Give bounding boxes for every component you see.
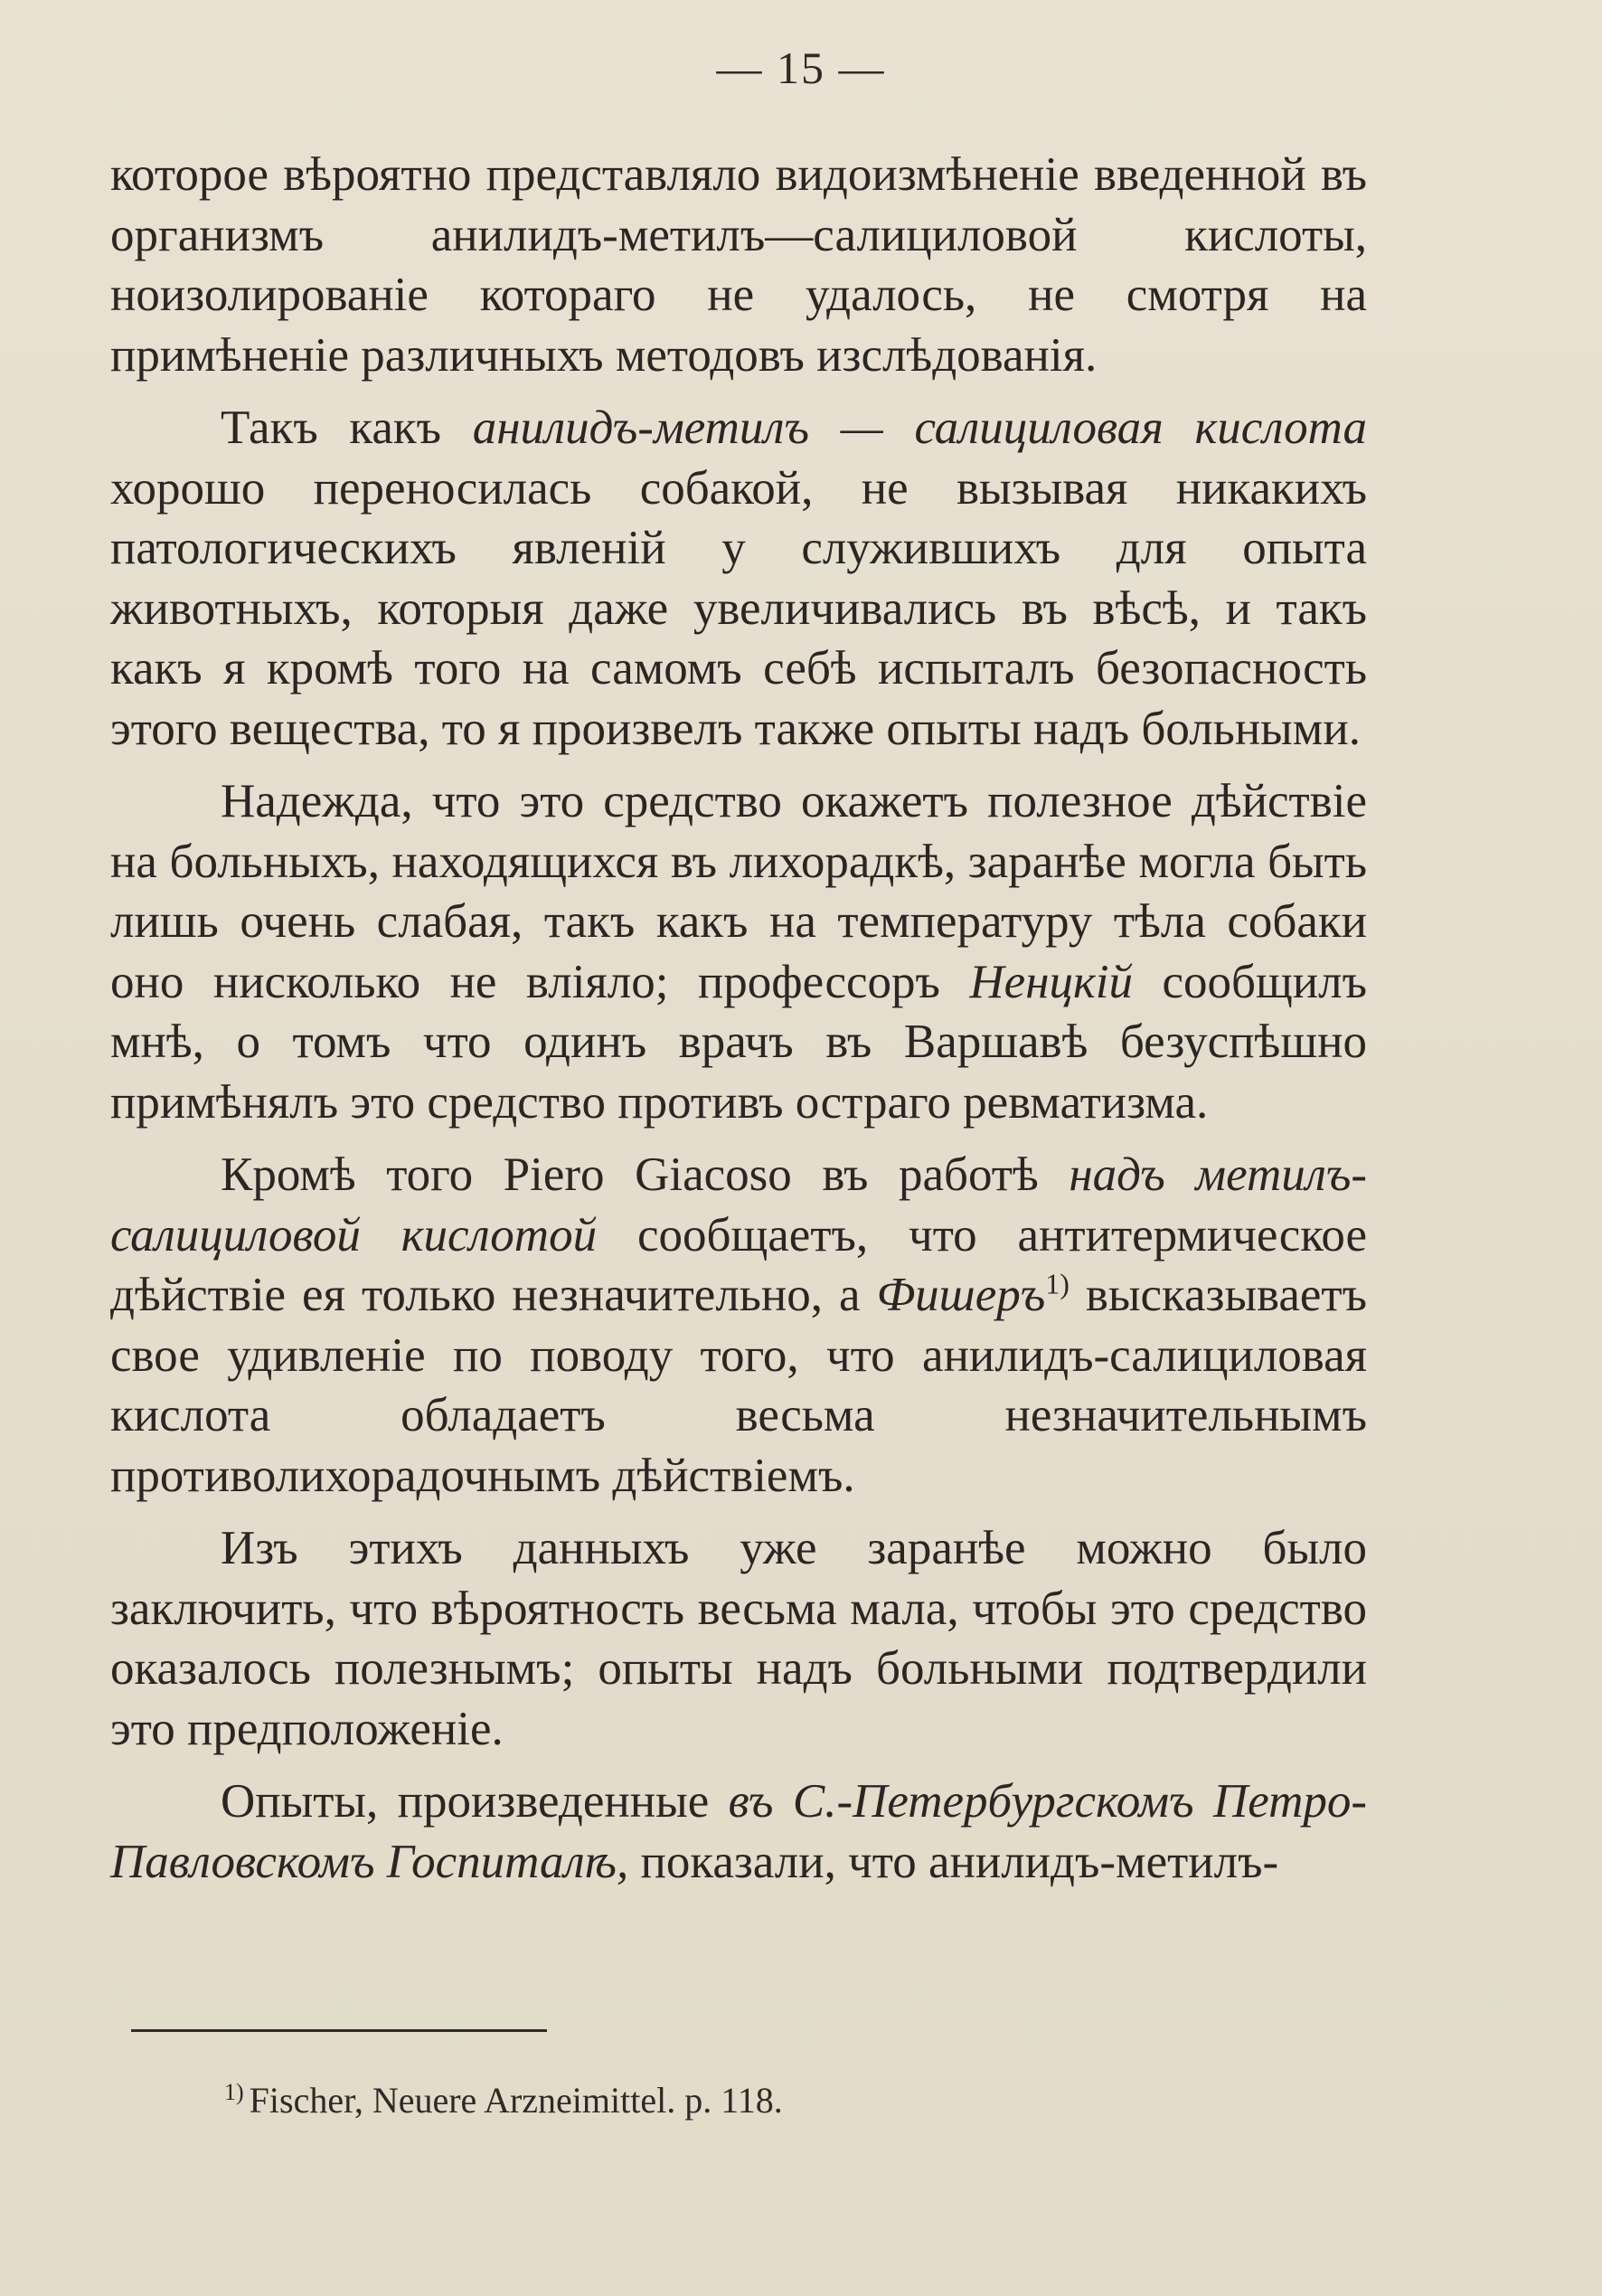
paragraph [110, 771, 1367, 1132]
text-segment: Кромѣ того Piero Giacoso въ работѣ [221, 1148, 1070, 1201]
italic-place: въ С.-Петербургскомъ Петро-Павловскомъ Госпиталѣ, [110, 1775, 1367, 1888]
footnote-reference[interactable]: 1) [1045, 1267, 1070, 1300]
text-segment: высказываетъ свое удивленіе по поводу того, что анилидъ-салициловая кислота обладаетъ весьма незначительнымъ противолихорадочнымъ дѣйствіемъ. [110, 1269, 1367, 1502]
footnote-mark: 1) [224, 2078, 244, 2105]
text-segment: Изъ этихъ данныхъ уже заранѣе можно было заключить, что вѣроятность весьма мала, чтобы это средство оказалось полезнымъ; опыты надъ больными подтвердили это предположеніе. [110, 1522, 1367, 1755]
paragraph [110, 398, 1367, 759]
italic-name: Фишеръ [876, 1269, 1046, 1321]
paragraph [110, 1518, 1367, 1759]
body-text [110, 145, 1367, 1892]
paragraph [110, 1772, 1367, 1892]
footnote-text: Fischer, Neuere Arzneimittel. p. 118. [249, 2080, 783, 2121]
page-number: — 15 — [716, 43, 886, 93]
text-segment: сообщилъ мнѣ, о томъ что одинъ врачъ въ Варшавѣ безуспѣшно примѣнялъ это средство противъ остраго ревматизма. [110, 955, 1367, 1129]
italic-name: Ненцкій [969, 955, 1134, 1008]
text-segment: Опыты, произведенные [221, 1775, 729, 1828]
text-segment: Надежда, что это средство окажетъ полезное дѣйствіе на больныхъ, находящихся въ лихорадкѣ, заранѣе могла быть лишь очень слабая, такъ какъ на температуру тѣла собаки оно нисколько не вліяло; профессоръ [110, 775, 1367, 1008]
paragraph-continuation [110, 145, 1367, 385]
text-segment: сообщаетъ, что антитермическое дѣйствіе ея только незначительно, а [110, 1208, 1367, 1321]
italic-term: анилидъ-метилъ — салициловая кислота [472, 402, 1367, 454]
text-segment: которое вѣроятно представляло видоизмѣненіе введенной въ организмъ анилидъ-метилъ—салициловой кислоты, ноизолированіе котораго не удалось, не смотря на примѣненіе различныхъ методовъ изслѣдованія. [110, 148, 1367, 382]
text-segment: показали, что анилидъ-метилъ- [628, 1835, 1279, 1888]
text-segment: хорошо переносилась собакой, не вызывая никакихъ патологическихъ явленій у служившихъ для опыта животныхъ, которыя даже увеличивались въ вѣсѣ, и такъ какъ я кромѣ того на самомъ себѣ испыталъ безопасность этого вещества, то я произвелъ также опыты надъ больными. [110, 461, 1367, 755]
italic-title: надъ метилъ-салициловой кислотой [110, 1148, 1367, 1261]
paragraph [110, 1145, 1367, 1506]
footnote-divider [131, 2029, 547, 2032]
text-segment: Такъ какъ [221, 402, 473, 454]
footnote [224, 2078, 783, 2123]
